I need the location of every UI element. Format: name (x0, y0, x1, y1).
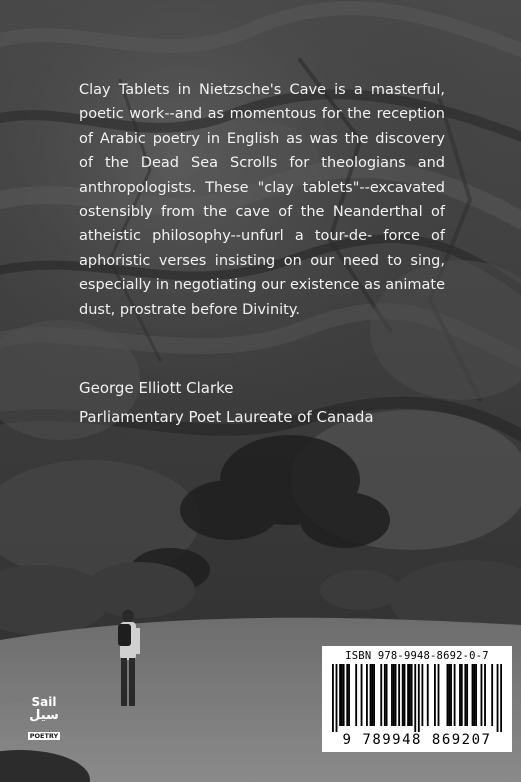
barcode-bar (348, 664, 350, 726)
barcode-bar (407, 664, 409, 726)
barcode-bar (491, 664, 493, 726)
barcode-bar (361, 664, 363, 726)
barcode-bar (450, 664, 452, 726)
logo-latin-text: Sail (31, 695, 57, 709)
barcode-bar (386, 664, 388, 726)
barcode-bar (380, 664, 382, 726)
barcode-bar (427, 664, 429, 726)
barcode-bar (484, 664, 486, 726)
back-cover-blurb: Clay Tablets in Nietzsche's Cave is a masterful, poetic work--and as momentous for the reception of Arabic poetry in English as was the discovery of the Dead Sea Scrolls for theologians and anthropologists. These "clay tablets"--excavated ostensibly from the cave of the Neanderthal of atheistic philosophy--unfurl a tour-de- force of aphoristic verses insisting on our need to sing, especially in negotiating our existence as animate dust, prostrate before Divinity. (79, 82, 445, 318)
logo-arabic-text: سيل (29, 708, 59, 723)
barcode-bar (366, 664, 368, 726)
barcode-bar (341, 664, 343, 726)
barcode-bar (343, 664, 345, 726)
barcode-bars (332, 664, 502, 732)
barcode-bar (393, 664, 395, 726)
barcode-bar (402, 664, 404, 726)
barcode-bar (473, 664, 475, 726)
barcode-bar (434, 664, 436, 726)
barcode-bar (472, 664, 474, 726)
barcode-bar (391, 664, 393, 726)
barcode-bar (384, 664, 386, 726)
barcode-bar (466, 664, 468, 726)
barcode-bar (464, 664, 466, 726)
barcode-bar (395, 664, 397, 726)
barcode-bar (339, 664, 341, 726)
endorser-name: George Elliott Clarke (79, 379, 234, 397)
barcode-bar (346, 664, 348, 726)
barcode-bar (459, 664, 461, 726)
barcode-bar (500, 664, 502, 732)
barcode-bar (355, 664, 357, 726)
barcode-digits: 9 789948 869207 (342, 732, 492, 748)
barcode-bar (336, 664, 338, 732)
barcode-bar (448, 664, 450, 726)
barcode-bar (371, 664, 373, 726)
barcode-bar (497, 664, 499, 732)
endorsement-attribution (79, 374, 479, 432)
logo-tag: POETRY (29, 732, 59, 740)
barcode-bar (404, 664, 406, 726)
publisher-logo (27, 696, 61, 742)
barcode-bar (481, 664, 483, 726)
barcode-bar (461, 664, 463, 726)
barcode-bar (418, 664, 420, 732)
endorser-title: Parliamentary Poet Laureate of Canada (79, 408, 374, 426)
barcode-bar (398, 664, 400, 726)
barcode-bar (411, 664, 413, 726)
isbn-label: ISBN 978-9948-8692-0-7 (345, 650, 489, 662)
barcode-bar (475, 664, 477, 726)
barcode-bar (447, 664, 449, 726)
barcode-bar (373, 664, 375, 726)
barcode-bar (421, 664, 423, 726)
barcode-bar (332, 664, 334, 732)
barcode-bar (414, 664, 416, 732)
barcode-bar (370, 664, 372, 726)
isbn-barcode (322, 646, 512, 752)
barcode-bar (454, 664, 456, 726)
barcode-bar (409, 664, 411, 726)
barcode-bar (438, 664, 440, 726)
